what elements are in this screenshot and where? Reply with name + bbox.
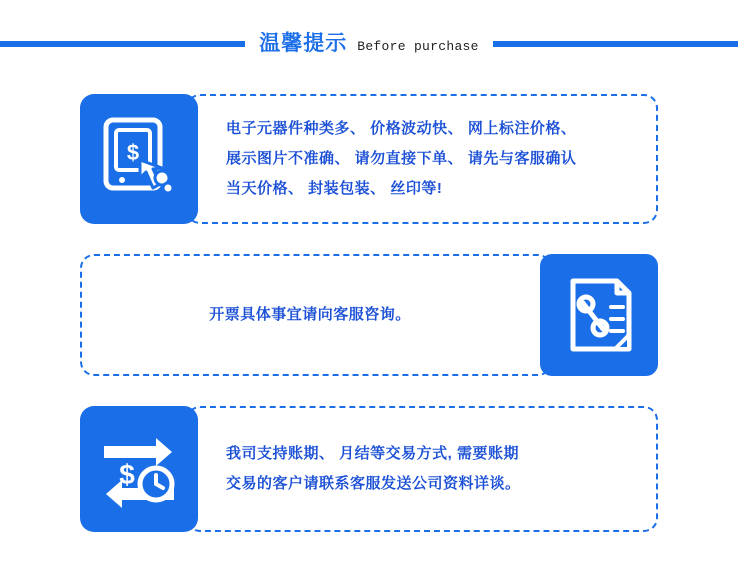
page-title-en: Before purchase <box>357 39 479 54</box>
payment-term-clock-icon <box>80 406 198 532</box>
notice-row-3 <box>80 406 658 532</box>
notice-row-1 <box>80 94 658 224</box>
invoice-percent-icon <box>540 254 658 376</box>
notice-line: 交易的客户请联系客服发送公司资料详谈。 <box>226 475 521 492</box>
notice-line: 开票具体事宜请向客服咨询。 <box>209 306 411 323</box>
svg-text:$: $ <box>126 140 140 165</box>
notice-text-2 <box>80 254 552 376</box>
price-tag-hand-icon <box>80 94 198 224</box>
svg-text:$: $ <box>119 459 135 490</box>
notice-line: 展示图片不准确、 请勿直接下单、 请先与客服确认 <box>226 150 577 167</box>
notice-text-3 <box>186 406 658 532</box>
notice-line: 电子元器件种类多、 价格波动快、 网上标注价格、 <box>226 120 577 137</box>
notice-text-1 <box>186 94 658 224</box>
notice-row-2 <box>80 254 658 376</box>
page-title-cn: 温馨提示 <box>259 32 348 55</box>
page-header <box>0 22 738 62</box>
notice-line: 当天价格、 封装包装、 丝印等! <box>226 180 443 197</box>
header-title-group <box>245 27 493 57</box>
notice-line: 我司支持账期、 月结等交易方式, 需要账期 <box>226 445 520 462</box>
